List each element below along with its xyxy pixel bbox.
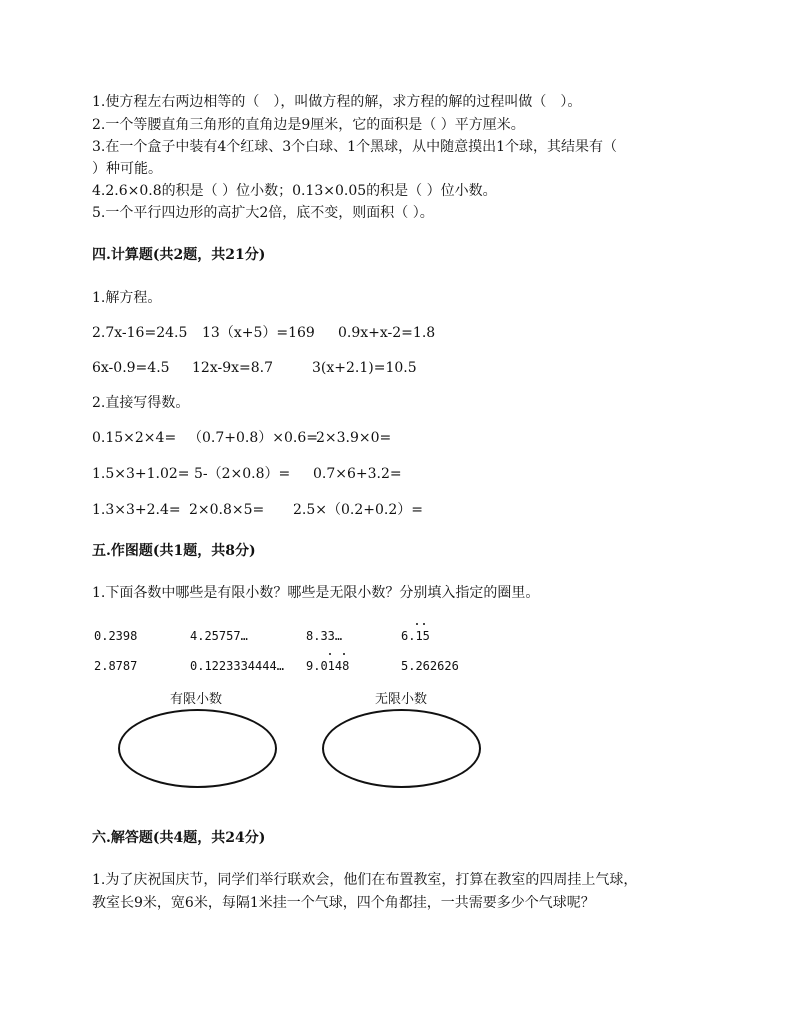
calc-item: （0.7+0.8）×0.6= <box>188 430 318 446</box>
equation: 13（x+5）=169 <box>202 325 315 341</box>
equation: 2.7x-16=24.5 <box>92 325 188 341</box>
repeat-dot <box>423 623 425 625</box>
calc-item: 0.7×6+3.2= <box>313 466 402 482</box>
section-5-title: 五.作图题(共1题，共8分) <box>92 543 256 559</box>
question-solve-equations: 1.解方程。 <box>92 290 162 306</box>
calc-item: 2×0.8×5= <box>189 502 265 518</box>
fill-item-4: 4.2.6×0.8的积是（ ）位小数；0.13×0.05的积是（ ）位小数。 <box>92 183 497 199</box>
calc-item: 0.15×2×4= <box>92 430 177 446</box>
infinite-decimals-oval[interactable] <box>322 709 481 788</box>
decimal-number: 5.262626 <box>401 659 459 673</box>
fill-item-3: 3.在一个盒子中装有4个红球、3个白球、1个黑球，从中随意摸出1个球，其结果有（ <box>92 139 617 155</box>
repeat-dot <box>343 653 345 655</box>
calc-item: 2.5×（0.2+0.2）= <box>293 502 423 518</box>
section-4-title: 四.计算题(共2题，共21分) <box>92 247 266 263</box>
fill-item-2: 2.一个等腰直角三角形的直角边是9厘米，它的面积是（ ）平方厘米。 <box>92 117 525 133</box>
word-problem-line-1: 1.为了庆祝国庆节，同学们举行联欢会，他们在布置教室，打算在教室的四周挂上气球， <box>92 872 638 888</box>
repeat-dot <box>329 653 331 655</box>
decimal-number: 0.2398 <box>94 629 138 643</box>
fill-item-3-continued: ）种可能。 <box>92 161 162 177</box>
fill-item-5: 5.一个平行四边形的高扩大2倍，底不变，则面积（ ）。 <box>92 205 434 221</box>
decimal-number: 0.1223334444… <box>190 659 284 673</box>
calc-item: 5-（2×0.8）= <box>194 466 291 482</box>
equation: 3(x+2.1)=10.5 <box>312 360 417 376</box>
decimal-number: 6.15 <box>401 629 430 643</box>
calc-item: 1.5×3+1.02= <box>92 466 190 482</box>
question-classify-decimals: 1.下面各数中哪些是有限小数？哪些是无限小数？分别填入指定的圈里。 <box>92 585 540 601</box>
fill-item-1: 1.使方程左右两边相等的（ ），叫做方程的解，求方程的解的过程叫做（ ）。 <box>92 94 582 110</box>
word-problem-line-2: 教室长9米，宽6米，每隔1米挂一个气球，四个角都挂，一共需要多少个气球呢？ <box>92 895 595 911</box>
decimal-number: 2.8787 <box>94 659 138 673</box>
calc-item: 1.3×3+2.4= <box>92 502 181 518</box>
equation: 12x-9x=8.7 <box>192 360 273 376</box>
repeat-dot <box>416 623 418 625</box>
equation: 6x-0.9=4.5 <box>92 360 170 376</box>
question-direct-calculation: 2.直接写得数。 <box>92 395 190 411</box>
decimal-number: 4.25757… <box>190 629 248 643</box>
finite-decimals-label: 有限小数 <box>170 692 223 707</box>
finite-decimals-oval[interactable] <box>118 709 277 788</box>
calc-item: 2×3.9×0= <box>316 430 392 446</box>
equation: 0.9x+x-2=1.8 <box>338 325 436 341</box>
decimal-number: 9.0148 <box>306 659 350 673</box>
infinite-decimals-label: 无限小数 <box>375 692 428 707</box>
decimal-number: 8.33… <box>306 629 343 643</box>
section-6-title: 六.解答题(共4题，共24分) <box>92 830 266 846</box>
